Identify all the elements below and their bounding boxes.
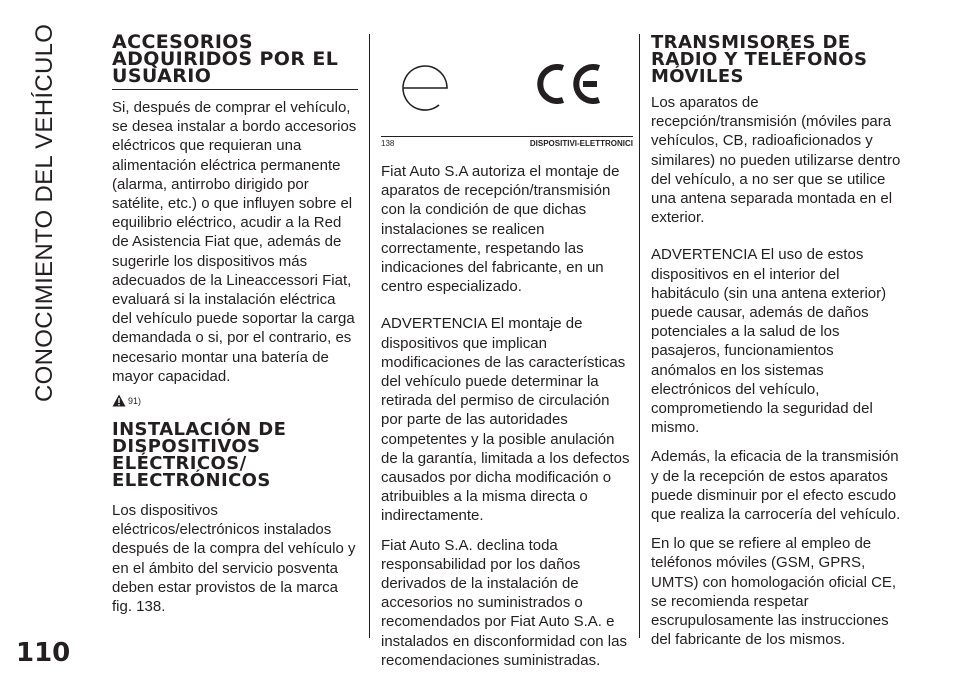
paragraph: Los aparatos de recepción/transmisión (móviles para vehículos, CB, radioaficionados y similares) no pueden utilizarse dentro del vehículo, a no ser que se utilice una antena separada montada en el exterior. bbox=[651, 94, 901, 227]
section-heading-accessories: ACCESORIOS ADQUIRIDOS POR EL USUARIO bbox=[112, 31, 339, 87]
paragraph: ADVERTENCIA El uso de estos dispositivos en el interior del habitáculo (sin una antena exterior) puede causar, además de daños potenciales a la salud de los pasajeros, funcionamientos anómalos en los sistemas electrónicos del vehículo, comprometiendo la seguridad del mismo. bbox=[651, 246, 887, 437]
column-right bbox=[651, 34, 901, 659]
paragraph: Fiat Auto S.A. declina toda responsabilidad por los daños derivados de la instalación de accesorios no suministrados o recomendados por Fiat Auto S.A. e instalados en disconformidad con las recomendaciones suministradas. bbox=[381, 536, 627, 669]
figure-number: 138 bbox=[381, 139, 395, 148]
heading-rule bbox=[112, 89, 358, 90]
column-middle bbox=[381, 34, 633, 680]
paragraph: Los dispositivos eléctricos/electrónicos instalados después de la compra del vehículo y en el ámbito del servicio posventa deben estar provistos de la marca fig. 138. bbox=[112, 502, 356, 616]
figure-caption bbox=[381, 139, 633, 148]
ce-mark-symbol bbox=[531, 62, 605, 106]
paragraph: ADVERTENCIA El montaje de dispositivos que implican modificaciones de las características del vehículo puede determinar la retirada del permiso de circulación por parte de las autoridades competentes y la posible anulación de la garantía, limitada a los defectos causados por dicha modificación o atribuibles a la misma directa o indirectamente. bbox=[381, 315, 630, 525]
column-left bbox=[112, 31, 358, 626]
paragraph: En lo que se refiere al empleo de teléfonos móviles (GSM, GPRS, UMTS) con homologación oficial CE, se recomienda respetar escrupulosamente las instrucciones del fabricante de los mismos. bbox=[651, 535, 897, 649]
column-divider bbox=[639, 34, 640, 638]
paragraph: Si, después de comprar el vehículo, se desea instalar a bordo accesorios eléctricos que requieran una alimentación eléctrica permanente (alarma, antirrobo dirigido por satélite, etc.) o que influyen sobre el equilibrio eléctrico, acudir a la Red de Asistencia Fiat que, además de sugerirle los dispositivos más adecuados de la Lineaccessori Fiat, evaluará si la instalación eléctrica del vehículo puede soportar la carga demandada o si, por el contrario, es necesario montar una batería de mayor capacidad. bbox=[112, 99, 357, 385]
warning-triangle-icon bbox=[112, 394, 126, 407]
paragraph: Además, la eficacia de la transmisión y de la recepción de estos aparatos puede disminuir por el efecto escudo que realiza la carrocería del vehículo. bbox=[651, 448, 901, 524]
column-divider bbox=[369, 34, 370, 638]
warning-reference-number: 91) bbox=[128, 395, 142, 406]
section-side-title: CONOCIMIENTO DEL VEHÍCULO bbox=[31, 23, 58, 402]
section-heading-transmitters: TRANSMISORES DE RADIO Y TELÉFONOS MÓVILES bbox=[651, 32, 868, 87]
figure-label: DISPOSITIVI-ELETTRONICI bbox=[529, 139, 633, 148]
figure-138 bbox=[381, 34, 633, 137]
paragraph: Fiat Auto S.A autoriza el montaje de aparatos de recepción/transmisión con la condición de que dichas instalaciones se realicen correctamente, respetando las indicaciones del fabricante, en un centro especializado. bbox=[381, 163, 620, 296]
section-heading-installation: INSTALACIÓN DE DISPOSITIVOS ELÉCTRICOS/ ELECTRÓNICOS bbox=[112, 419, 287, 492]
warning-reference bbox=[112, 394, 358, 407]
e-mark-symbol bbox=[399, 62, 451, 114]
page-number: 110 bbox=[16, 638, 71, 668]
